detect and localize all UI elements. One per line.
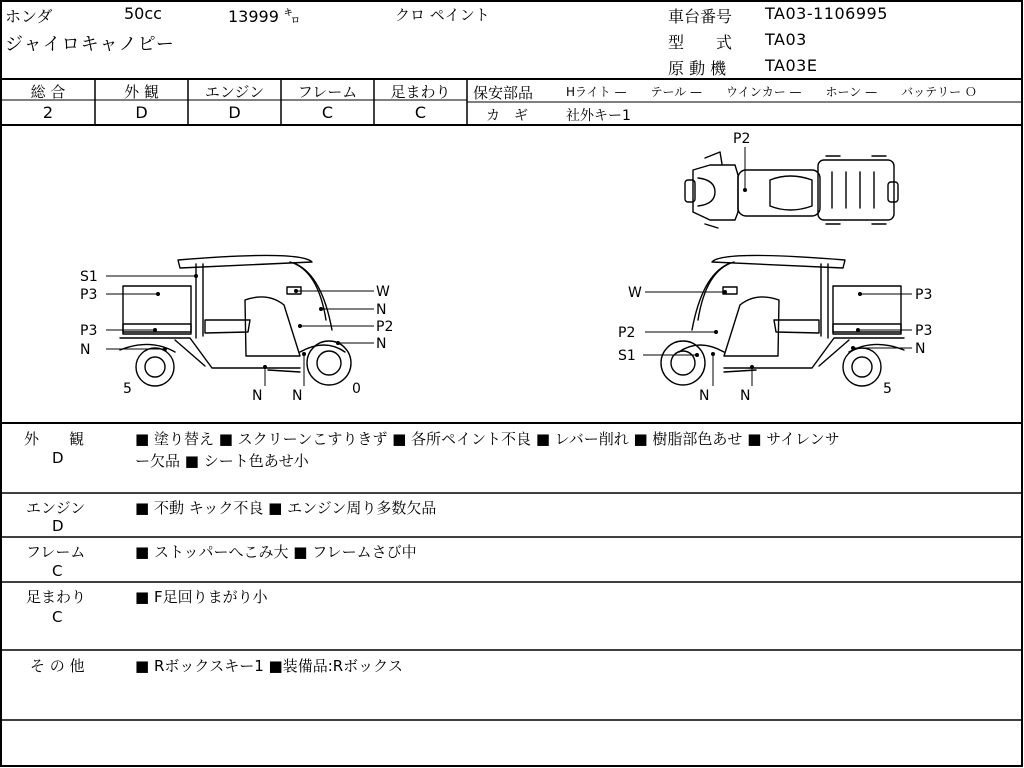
left-label-n-upper: N — [376, 302, 387, 318]
remark-frame-text: ■ ストッパーへこみ大 ■ フレームさび中 — [135, 543, 417, 561]
remark-exterior-text-cont: ー欠品 ■ シート色あせ小 — [135, 452, 309, 470]
remark-suspension-label: 足まわり — [26, 588, 87, 606]
grade-frame-label: フレーム — [297, 83, 358, 101]
left-side-view — [120, 255, 351, 386]
grade-suspension-value: C — [414, 103, 427, 122]
left-label-n-rear: N — [80, 342, 91, 358]
right-label-n-bottom1: N — [699, 388, 710, 404]
left-label-n-bottom2: N — [292, 388, 303, 404]
right-label-p2: P2 — [618, 325, 636, 341]
right-label-n-bottom2: N — [740, 388, 751, 404]
key-label: カ ギ — [486, 108, 528, 124]
right-label-s1: S1 — [618, 348, 636, 364]
remark-exterior-label: 外 観 — [24, 430, 85, 448]
grade-exterior-label: 外 観 — [124, 83, 159, 101]
grade-engine-label: エンジン — [204, 83, 265, 101]
remark-exterior-grade: D — [52, 449, 64, 467]
engine-label: 原 動 機 — [668, 59, 727, 78]
left-label-p3-lower: P3 — [80, 323, 98, 339]
left-label-5: 5 — [123, 381, 132, 397]
key-value: 社外キー1 — [566, 108, 631, 124]
grade-engine-value: D — [228, 103, 241, 122]
left-label-p3-upper: P3 — [80, 287, 98, 303]
type-label: 型 式 — [668, 33, 733, 52]
right-label-n-rear: N — [915, 341, 926, 357]
grade-overall-label: 総 合 — [30, 83, 66, 101]
vehicle-diagram — [0, 125, 1024, 423]
type-value: TA03 — [765, 30, 807, 49]
frame-no-label: 車台番号 — [668, 7, 733, 26]
frame-no: TA03-1106995 — [765, 4, 888, 23]
top-label-p2: P2 — [733, 131, 751, 147]
remark-engine-label: エンジン — [26, 499, 86, 517]
safety-label: 保安部品 — [473, 84, 534, 102]
left-label-w: W — [376, 284, 390, 300]
grade-frame-value: C — [321, 103, 334, 122]
grade-overall-value: 2 — [42, 103, 54, 122]
right-label-5: 5 — [883, 381, 892, 397]
remark-suspension-text: ■ F足回りまがり小 — [135, 588, 268, 606]
left-label-n-front: N — [376, 336, 387, 352]
remark-other-text: ■ Rボックスキー1 ■装備品:Rボックス — [135, 657, 404, 675]
grade-suspension-label: 足まわり — [390, 83, 451, 101]
right-label-p3-upper: P3 — [915, 287, 933, 303]
left-label-p2: P2 — [376, 319, 394, 335]
remark-engine-grade: D — [52, 517, 64, 535]
right-label-w: W — [628, 285, 642, 301]
safety-items: Hライト — テール — ウインカー — ホーン — バッテリー Ｏ — [566, 85, 977, 99]
top-view — [685, 152, 898, 228]
left-label-0: 0 — [352, 381, 361, 397]
color: クロ ペイント — [395, 6, 490, 24]
displacement: 50cc — [124, 4, 162, 23]
grade-exterior-value: D — [135, 103, 148, 122]
remark-engine-text: ■ 不動 キック不良 ■ エンジン周り多数欠品 — [135, 499, 437, 517]
left-label-n-bottom1: N — [252, 388, 263, 404]
mileage: 13999 ㌔ — [228, 7, 300, 26]
remark-frame-label: フレーム — [26, 543, 86, 561]
right-label-p3-lower: P3 — [915, 323, 933, 339]
model-name: ジャイロキャノピー — [5, 34, 175, 55]
remark-exterior-text: ■ 塗り替え ■ スクリーンこすりきず ■ 各所ペイント不良 ■ レバー削れ ■ 樹脂部色あせ ■ サイレンサ — [135, 430, 840, 448]
engine-value: TA03E — [765, 56, 818, 75]
maker: ホンダ — [5, 7, 53, 26]
remark-frame-grade: C — [52, 562, 63, 580]
remark-other-label: そ の 他 — [30, 657, 85, 675]
remark-suspension-grade: C — [52, 608, 63, 626]
left-label-s1: S1 — [80, 269, 98, 285]
right-side-view — [661, 255, 904, 386]
